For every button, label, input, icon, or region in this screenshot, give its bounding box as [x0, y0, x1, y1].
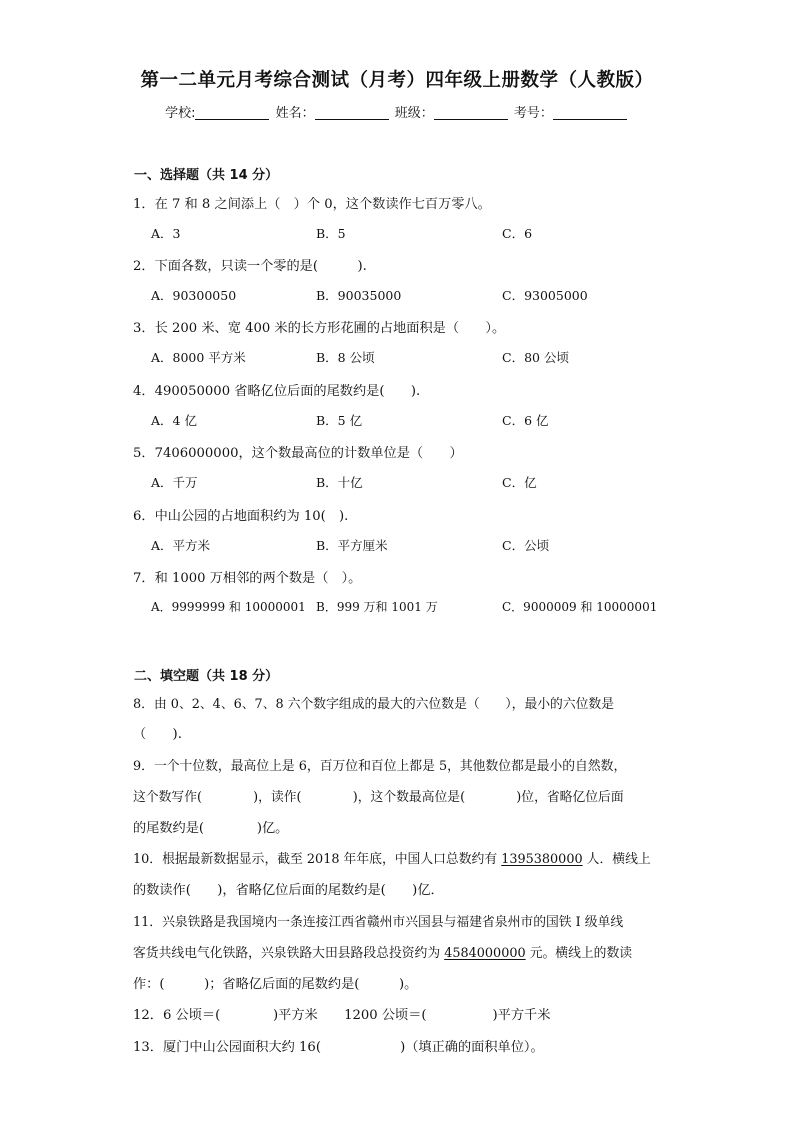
question-10-line-2: 的数读作( )，省略亿位后面的尾数约是( )亿．: [133, 883, 444, 898]
q5-option-a: A．千万: [151, 475, 198, 490]
class-label: 班级：: [394, 106, 434, 121]
question-13: 13．厦门中山公园面积大约 16( )（填正确的面积单位）。: [133, 1040, 544, 1055]
q1-option-a: A．3: [151, 226, 181, 241]
number-blank[interactable]: [553, 105, 627, 120]
section-heading-choice: 一、选择题（共 14 分）: [134, 168, 279, 183]
q2-option-b: B．90035000: [316, 288, 402, 303]
q10-text-a: 10．根据最新数据显示，截至 2018 年年底，中国人口总数约有: [133, 852, 502, 867]
school-label: 学校:: [165, 106, 196, 121]
q10-underlined-number: 1395380000: [501, 852, 583, 867]
q3-option-c: C．80 公顷: [502, 350, 569, 365]
q11-text-a: 客货共线电气化铁路，兴泉铁路大田县路段总投资约为: [133, 946, 445, 961]
q4-option-c: C．6 亿: [502, 413, 549, 428]
q1-option-b: B．5: [316, 226, 346, 241]
q2-option-c: C．93005000: [502, 288, 588, 303]
q1-option-c: C．6: [502, 226, 533, 241]
q7-option-c: C．9000009 和 10000001: [502, 600, 658, 614]
q11-text-b: 元。横线上的数读: [525, 946, 633, 961]
question-5: 5．7406000000，这个数最高位的计数单位是（ ）: [133, 446, 463, 461]
q7-option-b: B．999 万和 1001 万: [316, 600, 438, 614]
number-label: 考号：: [513, 106, 553, 121]
q5-option-b: B．十亿: [316, 475, 363, 490]
question-8-line-2: （ ).: [133, 727, 182, 742]
q2-option-a: A．90300050: [151, 288, 237, 303]
q3-option-b: B．8 公顷: [316, 350, 375, 365]
q5-option-c: C．亿: [502, 475, 537, 490]
q7-option-a: A．9999999 和 10000001: [151, 600, 306, 614]
question-7: 7．和 1000 万相邻的两个数是（ ）。: [133, 571, 362, 586]
name-label: 姓名：: [275, 106, 315, 121]
exam-title: 第一二单元月考综合测试（月考）四年级上册数学（人教版）: [140, 70, 654, 91]
question-9-line-3: 的尾数约是( )亿。: [133, 821, 289, 836]
question-3: 3．长 200 米、宽 400 米的长方形花圃的占地面积是（ ）。: [133, 321, 506, 336]
question-11-line-2: [133, 942, 632, 961]
q4-option-a: A．4 亿: [151, 413, 197, 428]
question-9-line-2: 这个数写作( )，读作( )，这个数最高位是( )位，省略亿位后面: [133, 790, 624, 805]
section-heading-fill: 二、填空题（共 18 分）: [134, 669, 279, 684]
student-info-row: [0, 102, 794, 121]
q11-underlined-number: 4584000000: [444, 946, 526, 961]
name-blank[interactable]: [315, 105, 389, 120]
q6-option-c: C．公顷: [502, 538, 550, 553]
question-6: 6．中山公园的占地面积约为 10( ).: [133, 509, 349, 524]
q3-option-a: A．8000 平方米: [151, 350, 246, 365]
q10-text-b: 人．横线上: [582, 852, 651, 867]
question-12: 12．6 公顷＝( )平方米 1200 公顷＝( )平方千米: [133, 1008, 551, 1023]
question-2: 2．下面各数，只读一个零的是( ).: [133, 259, 367, 274]
question-11-line-1: 11．兴泉铁路是我国境内一条连接江西省赣州市兴国县与福建省泉州市的国铁 I 级单线: [133, 915, 624, 930]
q6-option-a: A．平方米: [151, 538, 211, 553]
question-1: 1．在 7 和 8 之间添上（ ）个 0，这个数读作七百万零八。: [133, 197, 491, 212]
q4-option-b: B．5 亿: [316, 413, 363, 428]
question-4: 4．490050000 省略亿位后面的尾数约是( ).: [133, 384, 421, 399]
school-blank[interactable]: [195, 105, 269, 120]
q6-option-b: B．平方厘米: [316, 538, 388, 553]
class-blank[interactable]: [434, 105, 508, 120]
question-11-line-3: 作：( )；省略亿后面的尾数约是( )。: [133, 977, 418, 992]
question-10-line-1: [133, 848, 651, 867]
question-8-line-1: 8．由 0、2、4、6、7、8 六个数字组成的最大的六位数是（ ），最小的六位数是: [133, 697, 615, 712]
question-9-line-1: 9．一个十位数，最高位上是 6，百万位和百位上都是 5，其他数位都是最小的自然数，: [133, 759, 627, 774]
